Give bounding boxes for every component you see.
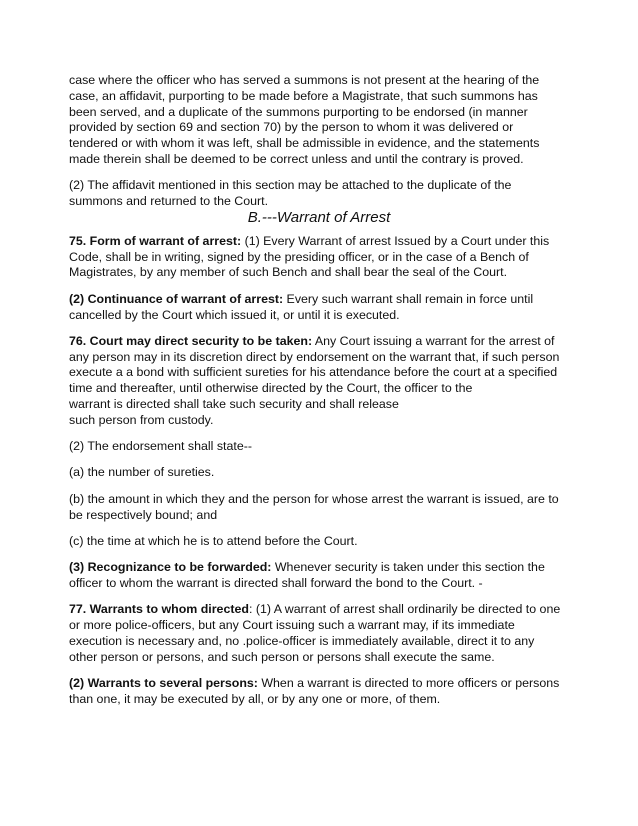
text-line: Magistrates, by any member of such Bench and shall bear the seal of the Court. bbox=[69, 265, 508, 280]
text-line: time and thereafter, until otherwise directed by the Court, the officer to the bbox=[69, 381, 473, 396]
text-line: (2) The endorsement shall state-- bbox=[69, 439, 252, 454]
section-76-2-c bbox=[69, 534, 569, 550]
text-line: officer to whom the warrant is directed shall forward the bond to the Court. - bbox=[69, 575, 483, 590]
text-line: case where the officer who has served a summons is not present at the hearing of the bbox=[69, 73, 540, 87]
text-line: made therein shall be deemed to be correct unless and until the contrary is proved. bbox=[69, 151, 524, 166]
text-line bbox=[69, 602, 569, 618]
text-line bbox=[69, 676, 569, 692]
text-line: (2) The affidavit mentioned in this section may be attached to the duplicate of the bbox=[69, 178, 512, 193]
section-75-form-of-warrant bbox=[69, 234, 569, 281]
section-text: : (1) A warrant of arrest shall ordinarily be directed to one bbox=[248, 602, 561, 617]
section-75-2-continuance bbox=[69, 292, 569, 324]
text-line: provided by section 69 and section 70) by the person to whom it was delivered or bbox=[69, 120, 514, 135]
section-76-2-a bbox=[69, 465, 569, 481]
text-line: warrant is directed shall take such security and shall release bbox=[69, 397, 399, 412]
text-line: such person from custody. bbox=[69, 412, 214, 427]
text-line: be respectively bound; and bbox=[69, 507, 218, 522]
section-text: Any Court issuing a warrant for the arrest of bbox=[312, 333, 555, 348]
text-line: (a) the number of sureties. bbox=[69, 465, 215, 480]
text-line: (c) the time at which he is to attend before the Court. bbox=[69, 533, 358, 548]
text-line bbox=[69, 334, 569, 350]
section-76-2-endorsement bbox=[69, 439, 569, 455]
section-text: Whenever security is taken under this section the bbox=[271, 560, 545, 575]
section-76-3-recognizance bbox=[69, 560, 569, 592]
text-line: summons and returned to the Court. bbox=[69, 194, 269, 209]
text-line: any person may in its discretion direct by endorsement on the warrant that, if such person bbox=[69, 349, 560, 364]
text-line: case, an affidavit, purporting to be made before a Magistrate, that such summons has bbox=[69, 88, 538, 103]
section-76-2-b bbox=[69, 492, 569, 524]
text-line bbox=[69, 292, 569, 308]
section-heading-warrant-of-arrest: B.---Warrant of Arrest bbox=[247, 208, 391, 226]
text-line: execute a a bond with sufficient sureties for his attendance before the court at a specified bbox=[69, 365, 558, 380]
text-line: tendered or with whom it was left, shall be admissible in evidence, and the statements bbox=[69, 136, 540, 151]
document-page bbox=[69, 73, 569, 718]
section-text: (1) Every Warrant of arrest Issued by a Court under this bbox=[241, 233, 550, 248]
text-line bbox=[69, 560, 569, 576]
paragraph-summons-affidavit bbox=[69, 73, 569, 168]
section-77-warrants-to-whom bbox=[69, 602, 569, 665]
section-title: (3) Recognizance to be forwarded: bbox=[69, 560, 272, 575]
section-title: 77. Warrants to whom directed bbox=[69, 602, 249, 617]
section-title: (2) Warrants to several persons: bbox=[69, 675, 258, 690]
text-line bbox=[69, 234, 569, 250]
section-title: 76. Court may direct security to be taken: bbox=[69, 333, 313, 348]
text-line: (b) the amount in which they and the person for whose arrest the warrant is issued, are to bbox=[69, 491, 559, 506]
section-text: When a warrant is directed to more officers or persons bbox=[257, 675, 560, 690]
text-line: Code, shall be in writing, signed by the presiding officer, or in the case of a Bench of bbox=[69, 249, 529, 264]
section-text: Every such warrant shall remain in force until bbox=[283, 291, 534, 306]
text-line: than one, it may be executed by all, or by any one or more, of them. bbox=[69, 691, 441, 706]
section-title: (2) Continuance of warrant of arrest: bbox=[69, 291, 284, 306]
paragraph-affidavit-attached bbox=[69, 178, 569, 210]
section-77-2-several-persons bbox=[69, 676, 569, 708]
section-title: 75. Form of warrant of arrest: bbox=[69, 233, 242, 248]
text-line: cancelled by the Court which issued it, or until it is executed. bbox=[69, 307, 400, 322]
section-76-security bbox=[69, 334, 569, 429]
text-line: other person or persons, and such person or persons shall execute the same. bbox=[69, 649, 495, 664]
text-line: or more police-officers, but any Court issuing such a warrant may, if its immediate bbox=[69, 618, 515, 633]
text-line: execution is necessary and, no .police-officer is immediately available, direct it to any bbox=[69, 633, 535, 648]
text-line: been served, and a duplicate of the summons purporting to be endorsed (in manner bbox=[69, 104, 528, 119]
